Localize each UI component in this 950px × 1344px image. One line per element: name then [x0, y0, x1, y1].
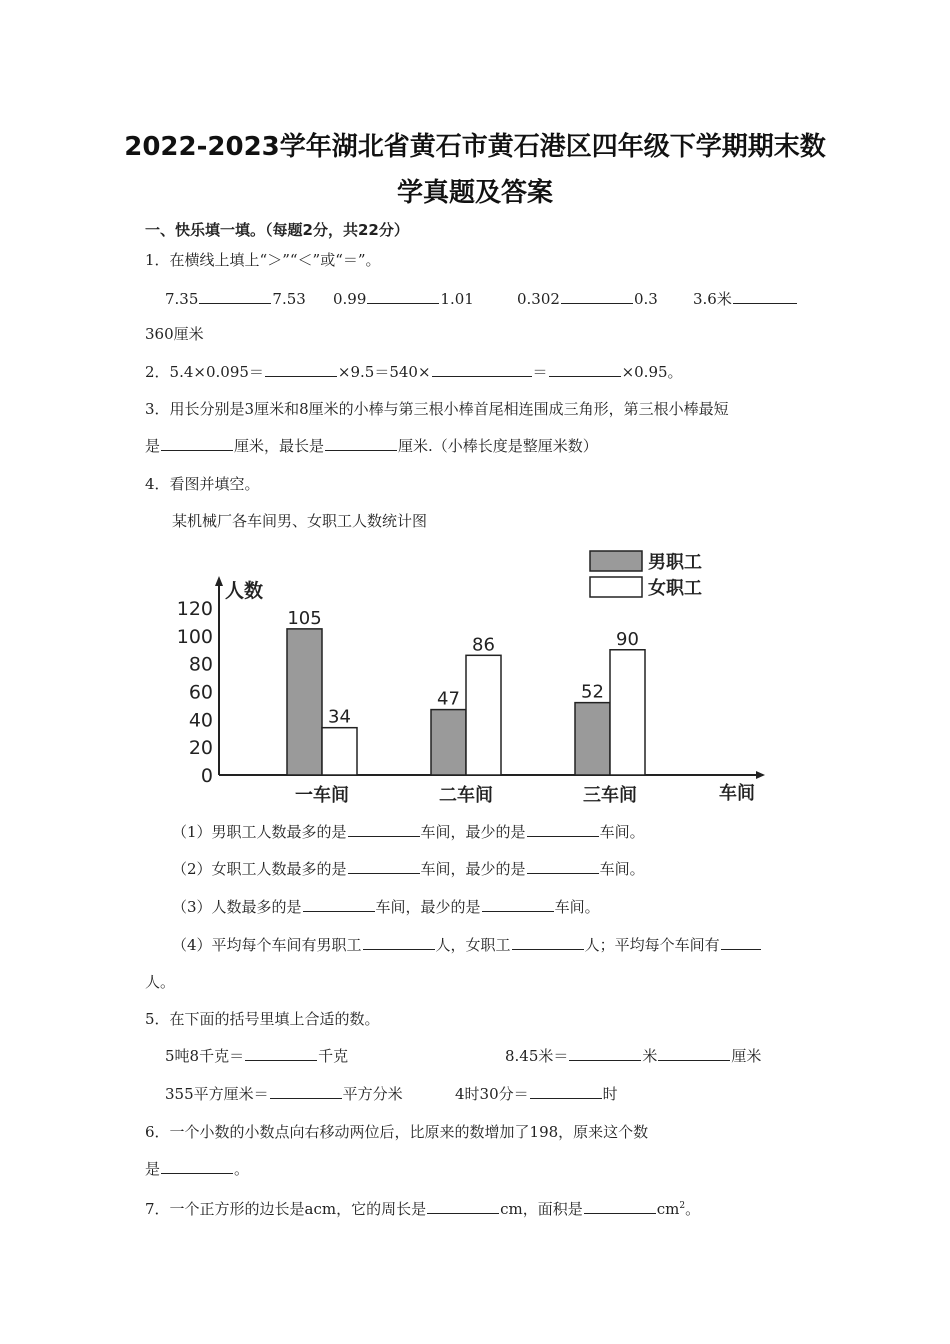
legend-swatch-male [590, 551, 642, 571]
q5-item1 [165, 1046, 348, 1066]
section-heading: 一、快乐填一填。（每题2分，共22分） [145, 221, 409, 239]
bar-female [466, 655, 501, 775]
q1-item1-left: 7.35 [165, 290, 199, 308]
q6-part-a: 是 [145, 1160, 161, 1178]
q4-sub1-blank-1[interactable] [348, 822, 420, 837]
y-tick-label: 80 [188, 653, 213, 676]
q5-blank-3[interactable] [658, 1046, 730, 1061]
q5-item2-a: 8.45米＝ [505, 1047, 569, 1065]
q2-blank-1[interactable] [265, 362, 337, 377]
q5-item1-a: 5吨8千克＝ [165, 1047, 245, 1065]
x-axis-label: 车间 [719, 783, 755, 804]
q1-item1-right: 7.53 [272, 290, 306, 308]
q4-sub1-c: 车间。 [599, 823, 645, 841]
q4-sub1-blank-2[interactable] [527, 822, 599, 837]
bar-male [431, 710, 466, 775]
y-tick-label: 120 [176, 598, 213, 620]
q1-item4-left: 3.6米 [693, 290, 732, 308]
q4-sub4-c: 人；平均每个车间有 [584, 936, 720, 954]
q3-line1: 3．用长分别是3厘米和8厘米的小棒与第三根小棒首尾相连围成三角形，第三根小棒最短 [145, 400, 729, 418]
bar-value-label: 47 [437, 688, 460, 710]
q3-part-b: 厘米，最长是 [234, 437, 325, 455]
q1-blank-1[interactable] [199, 289, 271, 304]
bar-chart [176, 540, 785, 815]
q4-sub2-c: 车间。 [599, 860, 645, 878]
q4-sub3-blank-2[interactable] [482, 897, 554, 912]
q1-item3-left: 0.302 [517, 290, 560, 308]
q5-stem: 5．在下面的括号里填上合适的数。 [145, 1010, 380, 1028]
y-axis-arrow [215, 576, 223, 586]
q4-sub4-blank-1[interactable] [363, 935, 435, 950]
q4-sub4-b: 人，女职工 [435, 936, 511, 954]
q3-blank-1[interactable] [161, 436, 233, 451]
y-tick-label: 20 [188, 737, 213, 760]
q5-item2-b: 米 [642, 1047, 658, 1065]
q2-blank-2[interactable] [432, 362, 532, 377]
y-axis-label: 人数 [225, 580, 264, 602]
q4-sub1 [172, 822, 645, 842]
bar-value-label: 105 [287, 607, 322, 629]
q2-part-a: 2．5.4×0.095＝ [145, 363, 264, 381]
y-tick-label: 100 [176, 625, 213, 648]
q4-sub2 [172, 859, 645, 879]
q5-blank-5[interactable] [530, 1084, 602, 1099]
category-label: 三车间 [583, 785, 637, 806]
q1-blank-4[interactable] [733, 289, 797, 304]
q4-sub1-b: 车间，最少的是 [420, 823, 526, 841]
q6-line1: 6．一个小数的小数点向右移动两位后，比原来的数增加了198，原来这个数 [145, 1123, 649, 1141]
q3-part-c: 厘米.（小棒长度是整厘米数） [398, 437, 598, 455]
q7-sup: 2 [679, 1201, 686, 1211]
legend-label: 男职工 [648, 552, 702, 573]
q7-part-a: 7．一个正方形的边长是acm，它的周长是 [145, 1200, 427, 1218]
q1-stem: 1．在横线上填上“＞”“＜”或“＝”。 [145, 251, 381, 269]
q4-sub4-blank-2[interactable] [512, 935, 584, 950]
q1-items [165, 289, 815, 309]
q5-blank-4[interactable] [270, 1084, 342, 1099]
q4-sub3-blank-1[interactable] [303, 897, 375, 912]
q5-blank-1[interactable] [245, 1046, 317, 1061]
q4-sub3-c: 车间。 [554, 898, 600, 916]
bar-value-label: 86 [472, 634, 495, 656]
q2 [145, 362, 683, 382]
q7-part-c: cm [656, 1200, 680, 1218]
q5-item3-b: 平方分米 [342, 1085, 403, 1103]
q5-item4 [455, 1084, 618, 1104]
q1-cont: 360厘米 [145, 325, 204, 343]
q4-sub3 [172, 897, 600, 917]
q2-part-b: ×9.5＝540× [337, 363, 431, 381]
bar-value-label: 34 [328, 706, 351, 728]
q2-part-c: ＝ [532, 363, 548, 381]
q3-part-a: 是 [145, 437, 161, 455]
q4-sub3-a: （3）人数最多的是 [172, 898, 302, 916]
q4-sub1-a: （1）男职工人数最多的是 [172, 823, 347, 841]
category-label: 一车间 [295, 785, 349, 806]
x-axis-arrow [756, 771, 765, 779]
q4-sub4-a: （4）平均每个车间有男职工 [172, 936, 362, 954]
q4-sub2-b: 车间，最少的是 [420, 860, 526, 878]
q1-item2-right: 1.01 [440, 290, 474, 308]
q5-blank-2[interactable] [569, 1046, 641, 1061]
q6-line2 [145, 1159, 249, 1179]
q1-item3-right: 0.3 [633, 290, 658, 308]
q2-part-d: ×0.95。 [621, 363, 683, 381]
q4-stem: 4．看图并填空。 [145, 475, 260, 493]
q5-item4-b: 时 [602, 1085, 618, 1103]
q4-sub2-blank-1[interactable] [348, 859, 420, 874]
q4-sub4-blank-3[interactable] [721, 935, 761, 950]
q7-part-d: 。 [685, 1200, 701, 1218]
q3-blank-2[interactable] [325, 436, 397, 451]
y-tick-label: 60 [188, 681, 213, 704]
category-label: 二车间 [439, 785, 493, 806]
q7-part-b: cm，面积是 [500, 1200, 583, 1218]
bar-female [610, 650, 645, 775]
q7 [145, 1196, 700, 1219]
q1-blank-2[interactable] [367, 289, 439, 304]
q2-blank-3[interactable] [549, 362, 621, 377]
bar-value-label: 52 [581, 681, 604, 703]
bar-male [575, 703, 610, 775]
q5-item4-a: 4时30分＝ [455, 1085, 529, 1103]
q1-blank-3[interactable] [561, 289, 633, 304]
q5-item3-a: 355平方厘米＝ [165, 1085, 269, 1103]
q6-part-b: 。 [234, 1160, 250, 1178]
q3-line2 [145, 436, 598, 456]
q5-item2-c: 厘米 [731, 1047, 762, 1065]
legend-label: 女职工 [648, 578, 702, 599]
bar-value-label: 90 [616, 628, 639, 650]
bar-female [322, 728, 357, 775]
q5-item3 [165, 1084, 403, 1104]
q1-item2-left: 0.99 [333, 290, 367, 308]
q4-sub4 [172, 935, 762, 955]
q4-sub2-blank-2[interactable] [527, 859, 599, 874]
q4-sub4-cont: 人。 [145, 973, 176, 991]
title-line-2: 学真题及答案 [396, 178, 553, 208]
q5-item1-b: 千克 [318, 1047, 349, 1065]
y-tick-label: 40 [188, 709, 213, 732]
y-tick-label: 0 [200, 765, 213, 787]
q4-sub3-b: 车间，最少的是 [375, 898, 481, 916]
legend-swatch-female [590, 577, 642, 597]
title-line-1: 2022-2023学年湖北省黄石市黄石港区四年级下学期期末数 [124, 132, 826, 162]
chart-title: 某机械厂各车间男、女职工人数统计图 [172, 512, 428, 530]
q5-item2 [505, 1046, 761, 1066]
q7-blank-1[interactable] [427, 1199, 499, 1214]
q6-blank[interactable] [161, 1159, 233, 1174]
bar-male [287, 629, 322, 775]
q7-blank-2[interactable] [584, 1199, 656, 1214]
q4-sub2-a: （2）女职工人数最多的是 [172, 860, 347, 878]
